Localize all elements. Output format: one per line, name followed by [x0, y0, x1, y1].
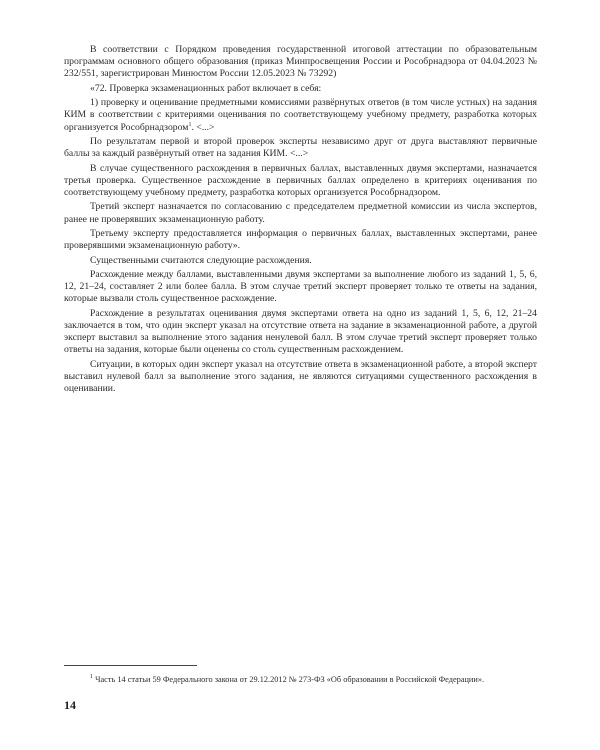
footnote-text: Часть 14 статьи 59 Федерального закона от 29.12.2012 № 273-ФЗ «Об образовании в Российской Федерации». [95, 675, 485, 684]
footnote [64, 674, 537, 685]
paragraph-item-1 [64, 97, 537, 134]
item-1-text: 1) проверку и оценивание предметными комиссиями развёрнутых ответов (в том числе устных) на задания КИМ в соответствии с критериями оценивания по соответствующему учебному предмету, разработка которых организуется Рособрнадзором [64, 97, 537, 133]
paragraph-third-expert-info: Третьему эксперту предоставляется информация о первичных баллах, выставленных экспертами, ранее проверявшими экзаменационную работу». [64, 227, 537, 252]
footnote-reference: 1 [188, 121, 192, 128]
body-text [64, 44, 537, 398]
paragraph-first-second-check: По результатам первой и второй проверок эксперты независимо друг от друга выставляют первичные баллы за каждый развёрнутый ответ на задания КИМ. <...> [64, 135, 537, 160]
paragraph-missing-answer-difference: Расхождение в результатах оценивания двумя экспертами ответа на одно из заданий 1, 5, 6, 12, 21–24 заключается в том, что один эксперт указал на отсутствие ответа на задание в экзаменационной работе, а другой эксперт выставил за выполнение этого задания ненулевой балл. В этом случае третий эксперт проверяет только ответы на задания, которые были оценены со столь существенным расхождением. [64, 307, 537, 356]
paragraph-procedure-reference: В соответствии с Порядком проведения государственной итоговой аттестации по образовательным программам основного общего образования (приказ Минпросвещения России и Рособрнадзора от 04.04.2023 № 232/551, зарегистрирован Минюстом России 12.05.2023 № 73292) [64, 44, 537, 80]
footnote-divider [64, 665, 197, 666]
paragraph-non-significant: Ситуации, в которых один эксперт указал на отсутствие ответа в экзаменационной работе, а второй эксперт выставил нулевой балл за выполнение этого задания, не являются ситуациями существенного расхождения в оценивании. [64, 358, 537, 395]
item-1-ellipsis: . <...> [191, 121, 215, 133]
paragraph-third-expert-assignment: Третий эксперт назначается по согласованию с председателем предметной комиссии из числа экспертов, ранее не проверявших экзаменационную работу. [64, 201, 537, 225]
paragraph-clause-72: «72. Проверка экзаменационных работ включает в себя: [90, 82, 322, 94]
paragraph-significant-heading: Существенными считаются следующие расхождения. [90, 254, 312, 266]
paragraph-third-check: В случае существенного расхождения в первичных баллах, выставленных двумя экспертами, назначается третья проверка. Существенное расхождение в первичных баллах определено в критериях оценивания по соответствующему учебному предмету, разработка которых организуется Рособрнадзором. [64, 162, 537, 198]
paragraph-score-difference: Расхождение между баллами, выставленными двумя экспертами за выполнение любого из заданий 1, 5, 6, 12, 21–24, составляет 2 или более балла. В этом случае третий эксперт проверяет только те ответы на задания, которые вызвали столь существенное расхождение. [64, 268, 537, 305]
page-number: 14 [64, 698, 76, 712]
footnote-marker: 1 [90, 674, 93, 681]
